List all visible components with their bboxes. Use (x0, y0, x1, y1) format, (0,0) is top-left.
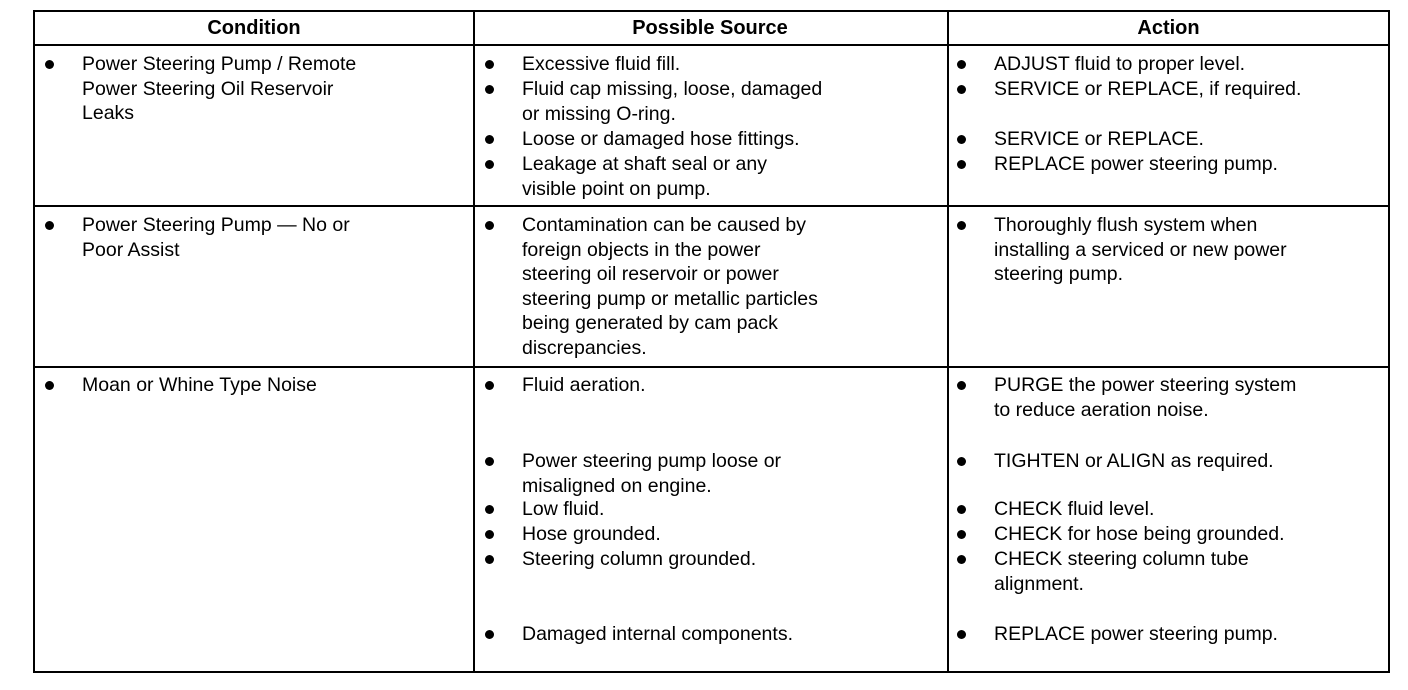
bullet-icon (957, 555, 966, 564)
bullet-icon (957, 60, 966, 69)
bullet-icon (45, 221, 54, 230)
row-divider (35, 366, 1388, 368)
bullet-icon (957, 530, 966, 539)
bullet-icon (957, 135, 966, 144)
column-divider (473, 12, 475, 671)
table-header (35, 12, 1388, 46)
bullet-icon (957, 160, 966, 169)
bullet-icon (957, 221, 966, 230)
header-possible-source: Possible Source (632, 17, 788, 39)
diagnosis-table: Condition Possible Source Action Power Steering Pump / Remote Power Steering Oil Reservoir Leaks Excessive fluid fill. Fluid cap missing, loose, damaged or missing O-ring. Loose or damaged hose fittings. Leakage at shaft seal or any visible point on pump. ADJUST fluid to proper level. SERVICE or REPLACE, if required. SERVICE or REPLACE. REPLACE power steering pump. Power Steering Pump — No or Poor Assist Contamination can be caused by foreign objects in the power steering oil reservoir or power steering pump or metallic particles being generated by cam pack discrepancies. Thoroughly flush system when installing a serviced or new power steering pump. Moan or Whine Type Noise Fluid aeration. Power steering pump loose or misaligned on engine. Low fluid. Hose grounded. Steering column grounded. Damaged internal components. PURGE the power steering system to reduce aeration noise. TIGHTEN or ALIGN as required. CHECK fluid level. CHECK for hose being grounded. CHECK steering column tube alignment. REPLACE power steering pump. (33, 10, 1390, 673)
bullet-icon (957, 381, 966, 390)
bullet-icon (485, 135, 494, 144)
bullet-icon (485, 160, 494, 169)
bullet-icon (485, 555, 494, 564)
bullet-icon (485, 505, 494, 514)
bullet-icon (957, 85, 966, 94)
bullet-icon (45, 381, 54, 390)
bullet-icon (45, 60, 54, 69)
row-divider (35, 205, 1388, 207)
bullet-icon (485, 630, 494, 639)
bullet-icon (957, 505, 966, 514)
column-divider (947, 12, 949, 671)
bullet-icon (485, 457, 494, 466)
bullet-icon (485, 85, 494, 94)
bullet-icon (485, 60, 494, 69)
header-condition: Condition (207, 17, 301, 39)
bullet-icon (957, 457, 966, 466)
header-action: Action (1137, 17, 1200, 39)
bullet-icon (957, 630, 966, 639)
bullet-icon (485, 381, 494, 390)
bullet-icon (485, 221, 494, 230)
bullet-icon (485, 530, 494, 539)
